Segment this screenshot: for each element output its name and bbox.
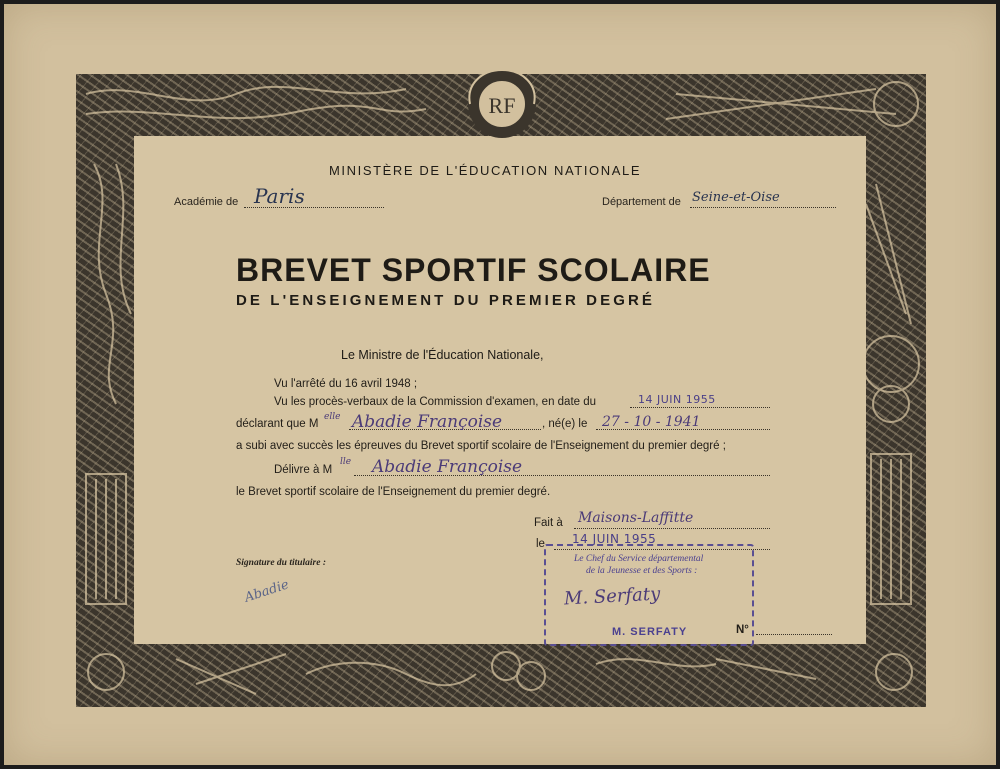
place-line	[574, 528, 770, 529]
departement-value: Seine-et-Oise	[692, 190, 780, 205]
academie-value: Paris	[254, 184, 305, 208]
certificate-subtitle: DE L'ENSEIGNEMENT DU PREMIER DEGRÉ	[236, 292, 656, 309]
issuance-place: Maisons-Laffitte	[578, 510, 694, 526]
birth-date: 27 - 10 - 1941	[602, 414, 701, 430]
stamp-line-1: Le Chef du Service départemental	[574, 554, 704, 564]
subi-line: a subi avec succès les épreuves du Brevet sportif scolaire de l'Enseignement du premier degré ;	[236, 440, 726, 452]
ministry-heading: MINISTÈRE DE L'ÉDUCATION NATIONALE	[329, 163, 642, 178]
fait-a-label: Fait à	[534, 517, 563, 529]
academie-label: Académie de	[174, 196, 239, 208]
le-label: le	[536, 538, 545, 550]
departement-line	[690, 207, 836, 208]
candidate-name-2: Abadie Françoise	[372, 457, 523, 477]
candidate-name: Abadie Françoise	[352, 412, 503, 432]
issuance-date: 14 JUIN 1955	[572, 532, 657, 546]
number-line	[756, 634, 832, 635]
chief-name: M. SERFATY	[612, 626, 688, 638]
certificate-title: BREVET SPORTIF SCOLAIRE	[236, 252, 711, 288]
stamp-line-2: de la Jeunesse et des Sports :	[586, 566, 698, 576]
nee-le-label: , né(e) le	[542, 418, 588, 430]
honorific-2: lle	[340, 457, 352, 467]
emblem-monogram: RF	[488, 93, 516, 118]
minister-line: Le Ministre de l'Éducation Nationale,	[341, 348, 544, 362]
holder-signature-label: Signature du titulaire :	[236, 558, 327, 568]
exam-date-line	[630, 407, 770, 408]
certificate-page	[4, 4, 996, 765]
honorific: elle	[324, 412, 341, 422]
holder-signature: Abadie	[242, 577, 291, 606]
proces-verbaux-line: Vu les procès-verbaux de la Commission d'examen, en date du	[274, 396, 597, 408]
arrete-line: Vu l'arrêté du 16 avril 1948 ;	[274, 378, 418, 390]
le-brevet-line: le Brevet sportif scolaire de l'Enseignement du premier degré.	[236, 486, 551, 498]
departement-label: Département de	[602, 196, 681, 208]
number-label: N°	[736, 624, 749, 636]
delivre-label: Délivre à M	[274, 464, 333, 476]
exam-date: 14 JUIN 1955	[638, 393, 716, 406]
chief-signature: M. Serfaty	[563, 583, 661, 610]
republic-emblem	[462, 64, 542, 144]
declarant-label: déclarant que M	[236, 418, 319, 430]
